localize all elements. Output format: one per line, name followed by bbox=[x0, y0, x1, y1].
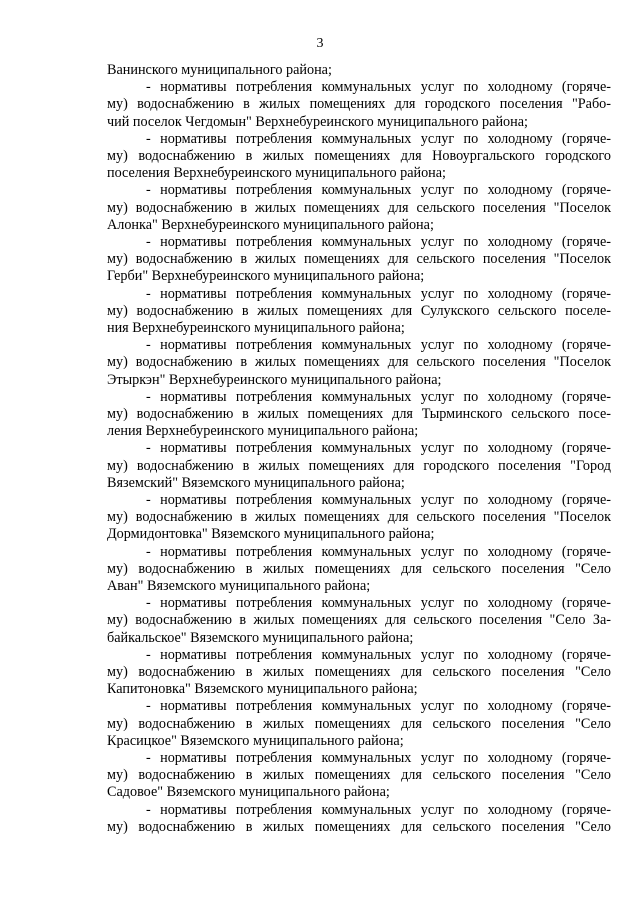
text-line: му) водоснабжению в жилых помещениях для сельского поселения "Поселок bbox=[107, 354, 611, 371]
text-line: му) водоснабжению в жилых помещениях для сельского поселения "Село bbox=[107, 767, 611, 784]
text-line: му) водоснабжению в жилых помещениях для сельского поселения "Село bbox=[107, 664, 611, 680]
text-line: поселения Верхнебуреинского муниципального района; bbox=[107, 165, 447, 182]
text-line: му) водоснабжению в жилых помещениях для сельского поселения "Поселок bbox=[107, 199, 611, 216]
text-line: Этыркэн" Верхнебуреинского муниципального района; bbox=[107, 371, 442, 388]
text-line: - нормативы потребления коммунальных услуг по холодному (горяче- bbox=[146, 492, 611, 508]
text-line: Ванинского муниципального района; bbox=[107, 62, 332, 78]
text-line: Вяземский" Вяземского муниципального района; bbox=[107, 474, 405, 491]
text-line: - нормативы потребления коммунальных услуг по холодному (горяче- bbox=[146, 388, 611, 405]
text-line: му) водоснабжению в жилых помещениях для Сулукского сельского поселе- bbox=[107, 302, 611, 319]
text-line: му) водоснабжению в жилых помещениях для сельского поселения "Село bbox=[107, 560, 611, 577]
text-line: - нормативы потребления коммунальных услуг по холодному (горяче- bbox=[146, 646, 611, 663]
text-line: - нормативы потребления коммунальных услуг по холодному (горяче- bbox=[146, 698, 611, 715]
text-line: - нормативы потребления коммунальных услуг по холодному (горяче- bbox=[146, 543, 611, 560]
text-line: - нормативы потребления коммунальных услуг по холодному (горяче- bbox=[146, 440, 611, 457]
text-line: му) водоснабжению в жилых помещениях для сельского поселения "Село За- bbox=[107, 612, 611, 629]
text-line: Красицкое" Вяземского муниципального района; bbox=[107, 732, 404, 749]
text-line: ния Верхнебуреинского муниципального района; bbox=[107, 320, 405, 336]
text-line: - нормативы потребления коммунальных услуг по холодному (горяче- bbox=[146, 79, 611, 96]
text-line: - нормативы потребления коммунальных услуг по холодному (горяче- bbox=[146, 130, 611, 147]
text-line: Капитоновка" Вяземского муниципального района; bbox=[107, 681, 418, 698]
text-line: чий поселок Чегдомын" Верхнебуреинского муниципального района; bbox=[107, 113, 528, 130]
text-line: Алонка" Верхнебуреинского муниципального района; bbox=[107, 216, 434, 233]
text-line: - нормативы потребления коммунальных услуг по холодному (горяче- bbox=[146, 801, 611, 818]
page-number: 3 bbox=[316, 36, 324, 51]
text-line: му) водоснабжению в жилых помещениях для сельского поселения "Поселок bbox=[107, 251, 611, 268]
text-line: му) водоснабжению в жилых помещениях для городского поселения "Город bbox=[107, 457, 611, 474]
text-line: - нормативы потребления коммунальных услуг по холодному (горяче- bbox=[146, 182, 611, 199]
text-line: Садовое" Вяземского муниципального района; bbox=[107, 784, 390, 801]
text-line: му) водоснабжению в жилых помещениях для сельского поселения "Поселок bbox=[107, 509, 611, 526]
text-line: - нормативы потребления коммунальных услуг по холодному (горяче- bbox=[146, 285, 611, 302]
text-line: ления Верхнебуреинского муниципального района; bbox=[107, 423, 419, 440]
text-line: - нормативы потребления коммунальных услуг по холодному (горяче- bbox=[146, 595, 611, 612]
text-line: байкальское" Вяземского муниципального района; bbox=[107, 629, 414, 646]
text-line: Аван" Вяземского муниципального района; bbox=[107, 578, 371, 594]
text-line: - нормативы потребления коммунальных услуг по холодному (горяче- bbox=[146, 750, 611, 766]
text-line: му) водоснабжению в жилых помещениях для Новоургальского городского bbox=[107, 148, 611, 164]
text-line: Герби" Верхнебуреинского муниципального района; bbox=[107, 268, 425, 285]
text-line: му) водоснабжению в жилых помещениях для Тырминского сельского посе- bbox=[107, 406, 611, 422]
text-line: му) водоснабжению в жилых помещениях для сельского поселения "Село bbox=[107, 715, 611, 732]
text-line: - нормативы потребления коммунальных услуг по холодному (горяче- bbox=[146, 234, 611, 250]
text-line: му) водоснабжению в жилых помещениях для городского поселения "Рабо- bbox=[107, 96, 611, 113]
text-line: Дормидонтовка" Вяземского муниципального района; bbox=[107, 526, 435, 543]
text-line: му) водоснабжению в жилых помещениях для сельского поселения "Село bbox=[107, 818, 611, 835]
text-line: - нормативы потребления коммунальных услуг по холодному (горяче- bbox=[146, 337, 611, 354]
